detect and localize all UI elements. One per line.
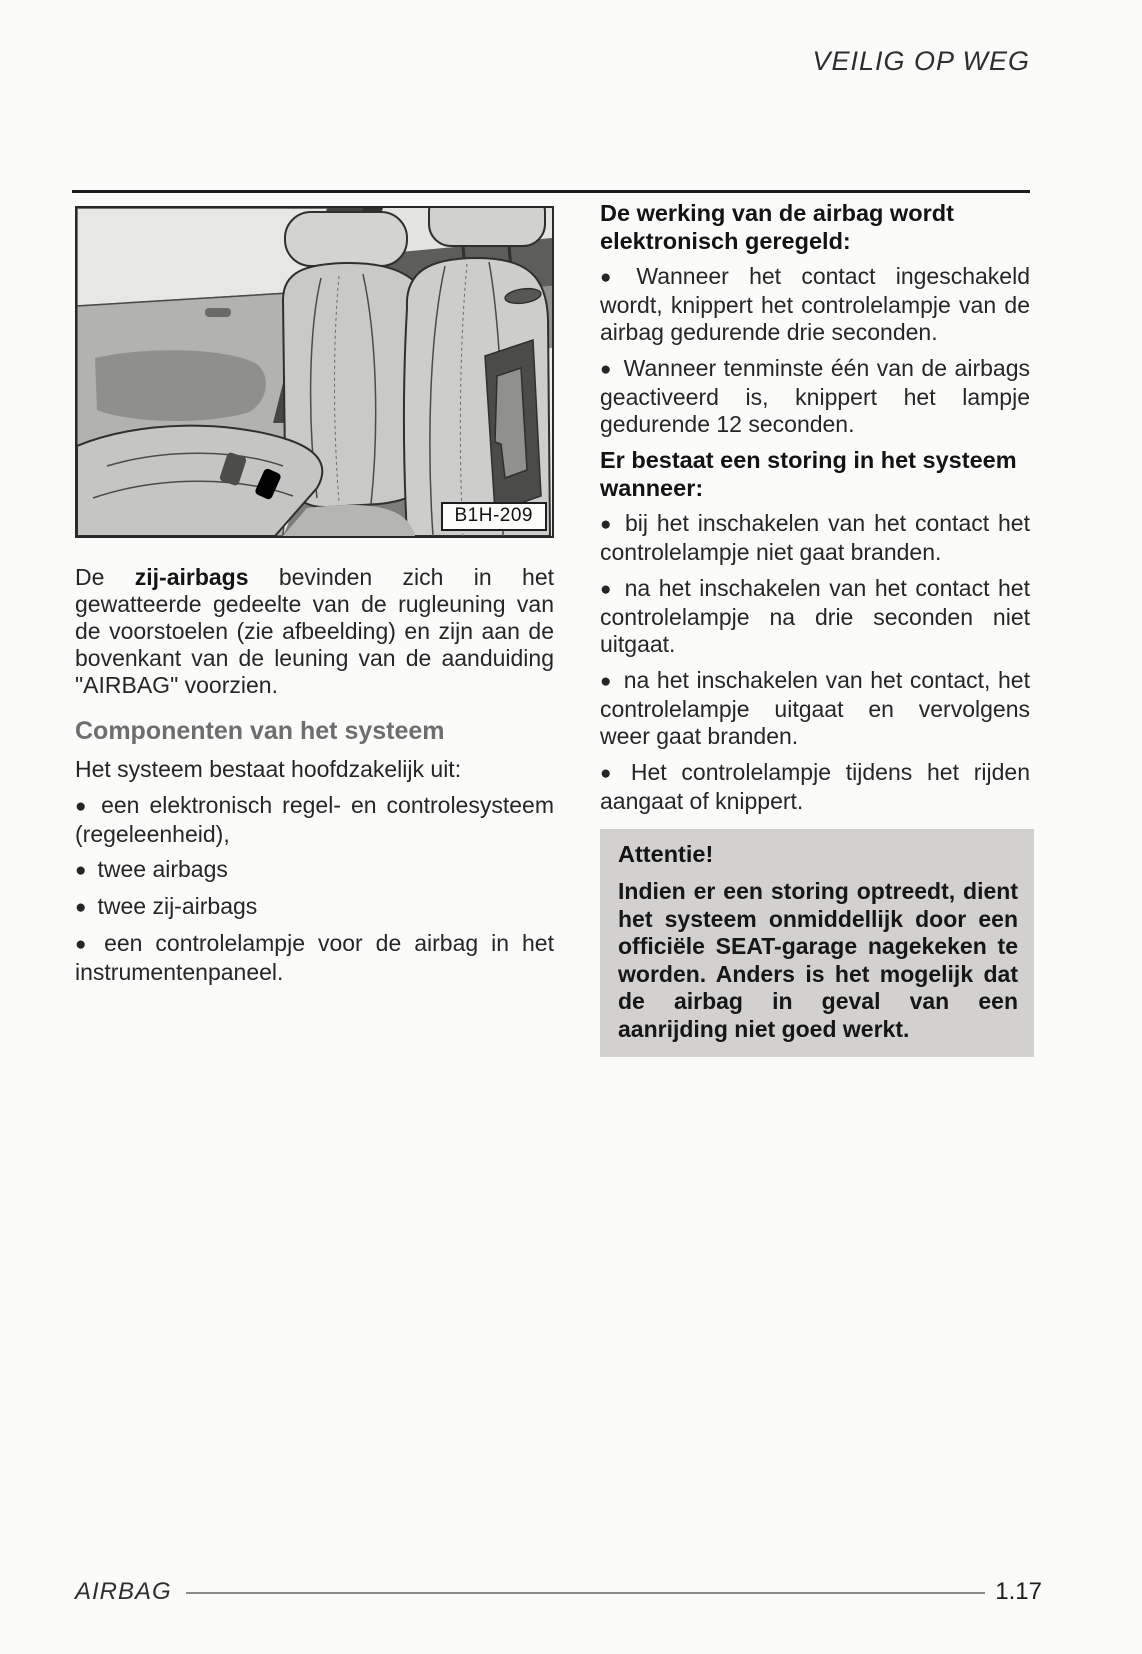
components-list [75, 792, 554, 986]
components-heading: Componenten van het systeem [75, 717, 445, 745]
bullet-item: ● een elektronisch regel- en controlesysteem (regeleenheid), [75, 792, 554, 848]
seats-illustration-image [77, 208, 552, 536]
intro-rest: bevinden zich in het gewatteerde gedeelte van de rugleuning van de voorstoelen (zie afbeelding) en zijn aan de bovenkant van de leuning van de aanduiding "AIRBAG" voorzien. [75, 564, 554, 698]
intro-bold-term: zij-airbags [134, 564, 249, 590]
bullet-item: ● na het inschakelen van het contact, het controlelampje uitgaat en vervolgens weer gaat branden. [600, 667, 1030, 750]
bullet-item: ● Het controlelampje tijdens het rijden aangaat of knippert. [600, 759, 1030, 815]
attention-body: Indien er een storing optreedt, dient het systeem onmiddellijk door een officiële SEAT-garage nagekeken te worden. Anders is het mogelijk dat de airbag in geval van een aanrijding niet goed werkt. [618, 878, 1018, 1042]
content-columns [75, 200, 1031, 1057]
footer-rule [186, 1592, 986, 1594]
attention-title: Attentie! [618, 841, 714, 867]
attention-box [600, 829, 1034, 1057]
bullet-item: ● na het inschakelen van het contact het controlelampje na drie seconden niet uitgaat. [600, 575, 1030, 658]
bullet-item: ● bij het inschakelen van het contact het controlelampje niet gaat branden. [600, 510, 1030, 566]
footer [75, 1578, 1042, 1606]
system-fault-heading: Er bestaat een storing in het systeem wanneer: [600, 447, 1017, 501]
bullet-item: ● twee zij-airbags [75, 893, 554, 922]
bullet-item: ● Wanneer het contact ingeschakeld wordt, knippert het controlelampje van de airbag gedurende drie seconden. [600, 263, 1030, 346]
figure-label: B1H-209 [441, 502, 548, 531]
footer-section-label: AIRBAG [75, 1578, 172, 1605]
header-rule [72, 190, 1030, 193]
components-list-intro: Het systeem bestaat hoofdzakelijk uit: [75, 756, 462, 782]
airbag-operation-heading: De werking van de airbag wordt elektronisch geregeld: [600, 200, 954, 254]
right-column [600, 200, 1030, 1057]
intro-prefix: De [75, 564, 135, 590]
bullet-item: ● twee airbags [75, 856, 554, 885]
intro-paragraph [75, 564, 554, 699]
figure [75, 206, 554, 538]
bullet-item: ● Wanneer tenminste één van de airbags geactiveerd is, knippert het lampje gedurende 12 seconden. [600, 355, 1030, 438]
left-column [75, 206, 554, 994]
bullet-item: ● een controlelampje voor de airbag in het instrumentenpaneel. [75, 930, 554, 986]
page-header-title: VEILIG OP WEG [812, 46, 1030, 76]
footer-page-number: 1.17 [995, 1578, 1042, 1605]
